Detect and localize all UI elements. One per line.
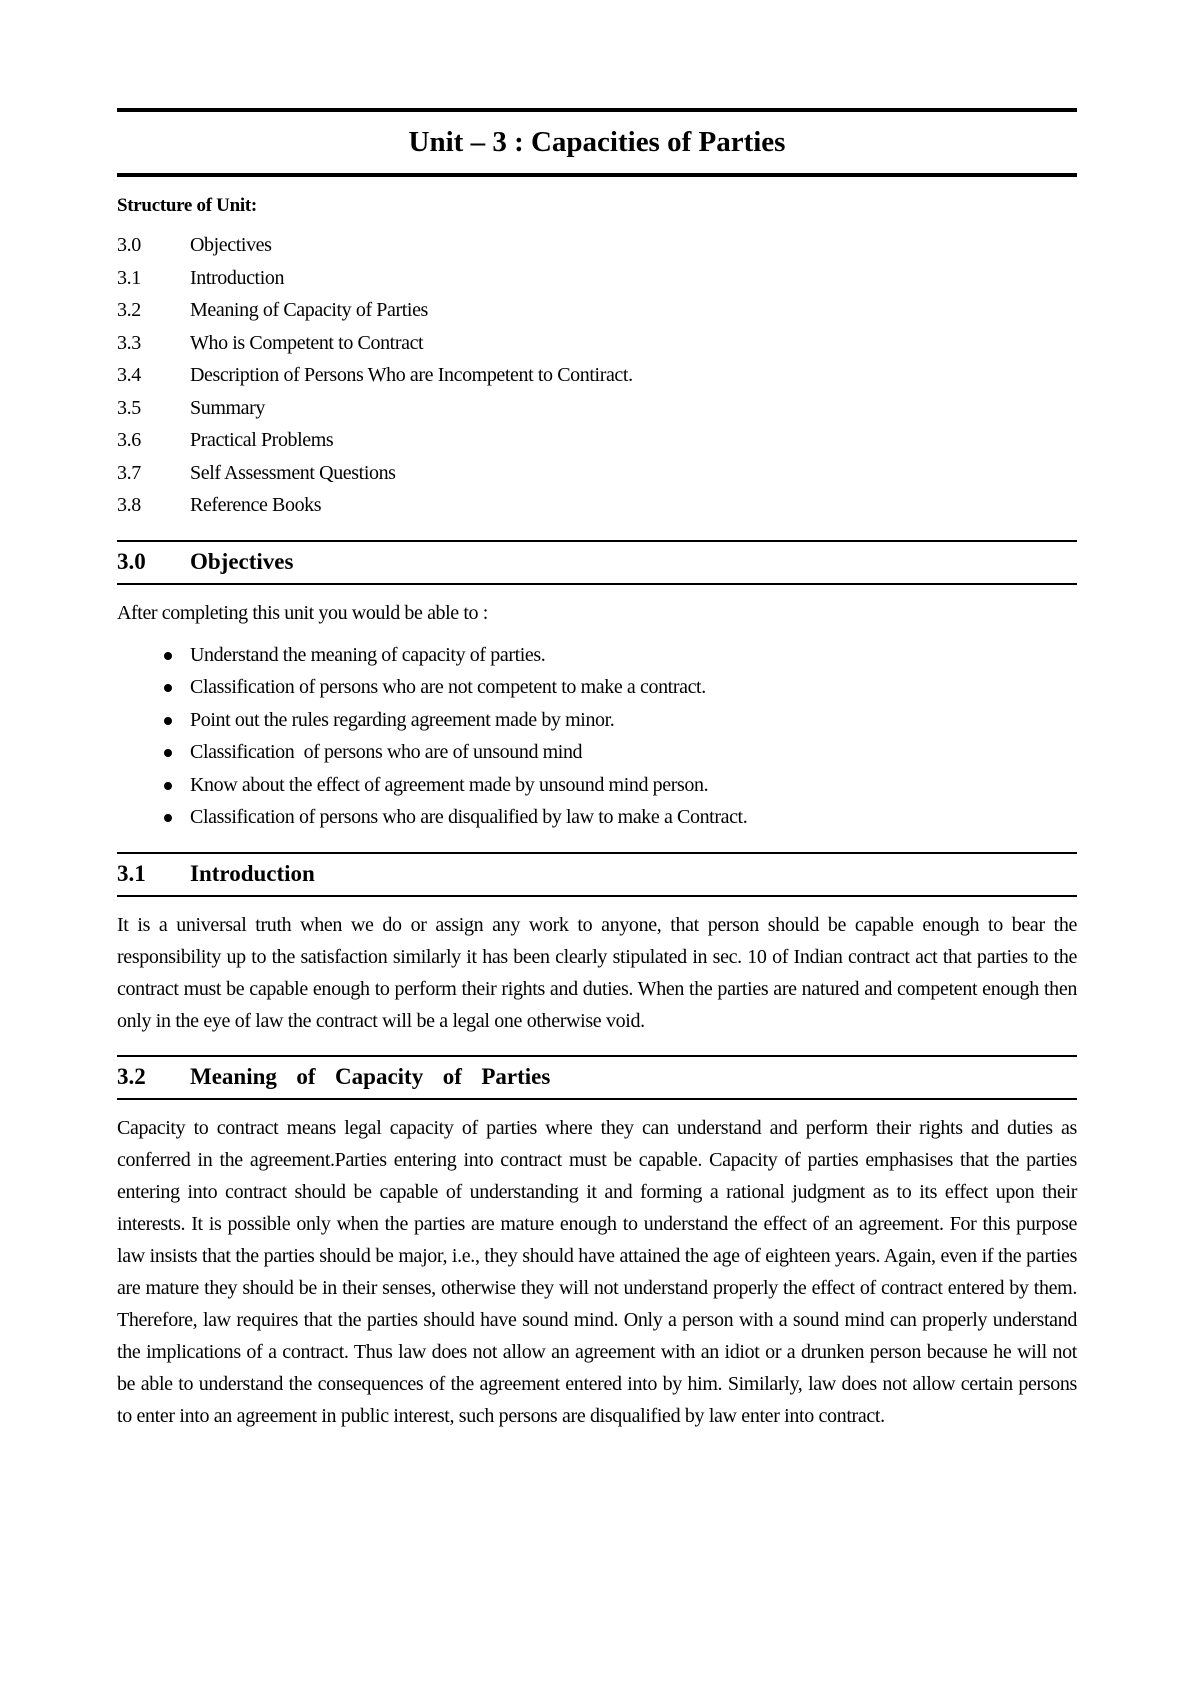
structure-item-label: Introduction xyxy=(190,266,285,289)
section-title-text: Meaning of Capacity of Parties xyxy=(190,1063,551,1089)
unit-title: Unit – 3 : Capacities of Parties xyxy=(408,126,786,158)
structure-item-label: Objectives xyxy=(190,234,272,256)
introduction-heading xyxy=(117,852,1077,897)
structure-item xyxy=(117,392,1077,425)
structure-item xyxy=(117,327,1077,360)
structure-item-number: 3.8 xyxy=(117,494,141,516)
document-page xyxy=(117,108,1077,1432)
structure-item-label: Description of Persons Who are Incompetent to Contiract. xyxy=(190,364,633,386)
structure-item xyxy=(117,359,1077,392)
bullet-icon xyxy=(117,704,190,737)
objective-item xyxy=(117,704,1077,737)
objectives-list xyxy=(117,639,1077,834)
introduction-paragraph: It is a universal truth when we do or assign any work to anyone, that person should be capable enough to bear the responsibility up to the satisfaction similarly it has been clearly stipulated in sec. 10 of Indian contract act that parties to the contract must be capable enough to perform their rights and duties. When the parties are natured and competent enough then only in the eye of law the contract will be a legal one otherwise void. xyxy=(117,913,1077,1032)
section-number: 3.0 xyxy=(117,548,146,574)
bullet-icon xyxy=(117,671,190,704)
bullet-icon xyxy=(117,769,190,802)
structure-item-number: 3.0 xyxy=(117,234,141,256)
structure-item xyxy=(117,489,1077,522)
objectives-lead: After completing this unit you would be able to : xyxy=(117,601,488,624)
objective-item xyxy=(117,736,1077,769)
section-bottom-rule xyxy=(117,895,1077,897)
objective-text: Classification of persons who are not competent to make a contract. xyxy=(190,676,706,698)
meaning-heading xyxy=(117,1055,1077,1100)
section-title xyxy=(117,542,1077,583)
section-title xyxy=(117,1057,1077,1098)
section-bottom-rule xyxy=(117,1098,1077,1100)
section-title-text: Introduction xyxy=(190,860,315,886)
objective-item xyxy=(117,801,1077,834)
objectives-heading xyxy=(117,540,1077,585)
structure-item-number: 3.1 xyxy=(117,266,141,289)
structure-item xyxy=(117,424,1077,457)
section-bottom-rule xyxy=(117,583,1077,585)
structure-item-number: 3.3 xyxy=(117,331,141,354)
bullet-icon xyxy=(117,801,190,834)
structure-item-label: Reference Books xyxy=(190,494,322,516)
structure-item-label: Practical Problems xyxy=(190,429,334,451)
objective-text: Classification of persons who are of unsound mind xyxy=(190,741,583,763)
objective-item xyxy=(117,671,1077,704)
section-number: 3.2 xyxy=(117,1063,146,1089)
bullet-icon xyxy=(117,639,190,672)
structure-item-label: Who is Competent to Contract xyxy=(190,331,424,354)
section-number: 3.1 xyxy=(117,860,146,886)
objective-item xyxy=(117,769,1077,802)
structure-item xyxy=(117,262,1077,295)
title-bottom-rule xyxy=(117,173,1077,177)
meaning-paragraph: Capacity to contract means legal capacity of parties where they can understand and perform their rights and duties as conferred in the agreement.Parties entering into contract must be capable. Capacity of parties emphasises that the parties entering into contract should be capable of understanding it and forming a rational judgment as to its effect upon their interests. It is possible only when the parties are mature enough to understand the effect of an agreement. For this purpose law insists that the parties should be major, i.e., they should have attained the age of eighteen years. Again, even if the parties are mature they should be in their senses, otherwise they will not understand properly the effect of contract entered by them. Therefore, law requires that the parties should have sound mind. Only a person with a sound mind can properly understand the implications of a contract. Thus law does not allow an agreement with an idiot or a drunken person because he will not be able to understand the consequences of the agreement entered into by him. Similarly, law does not allow certain persons to enter into an agreement in public interest, such persons are disqualified by law enter into contract. xyxy=(117,1116,1077,1427)
structure-item-number: 3.5 xyxy=(117,396,141,419)
structure-item-label: Summary xyxy=(190,396,265,419)
structure-item xyxy=(117,294,1077,327)
structure-item-number: 3.4 xyxy=(117,364,141,386)
structure-item xyxy=(117,457,1077,490)
structure-item-label: Meaning of Capacity of Parties xyxy=(190,299,428,321)
structure-label: Structure of Unit: xyxy=(117,195,257,216)
structure-item-number: 3.6 xyxy=(117,429,141,451)
objective-text: Understand the meaning of capacity of parties. xyxy=(190,643,546,666)
structure-item-number: 3.2 xyxy=(117,299,141,321)
objective-text: Classification of persons who are disqualified by law to make a Contract. xyxy=(190,806,748,828)
structure-item xyxy=(117,229,1077,262)
structure-item-number: 3.7 xyxy=(117,461,141,484)
structure-item-label: Self Assessment Questions xyxy=(190,461,396,484)
objective-text: Point out the rules regarding agreement made by minor. xyxy=(190,708,615,731)
objective-item xyxy=(117,639,1077,672)
section-title-text: Objectives xyxy=(190,548,294,574)
structure-list xyxy=(117,229,1077,522)
bullet-icon xyxy=(117,736,190,769)
section-title xyxy=(117,854,1077,895)
objective-text: Know about the effect of agreement made by unsound mind person. xyxy=(190,773,709,796)
